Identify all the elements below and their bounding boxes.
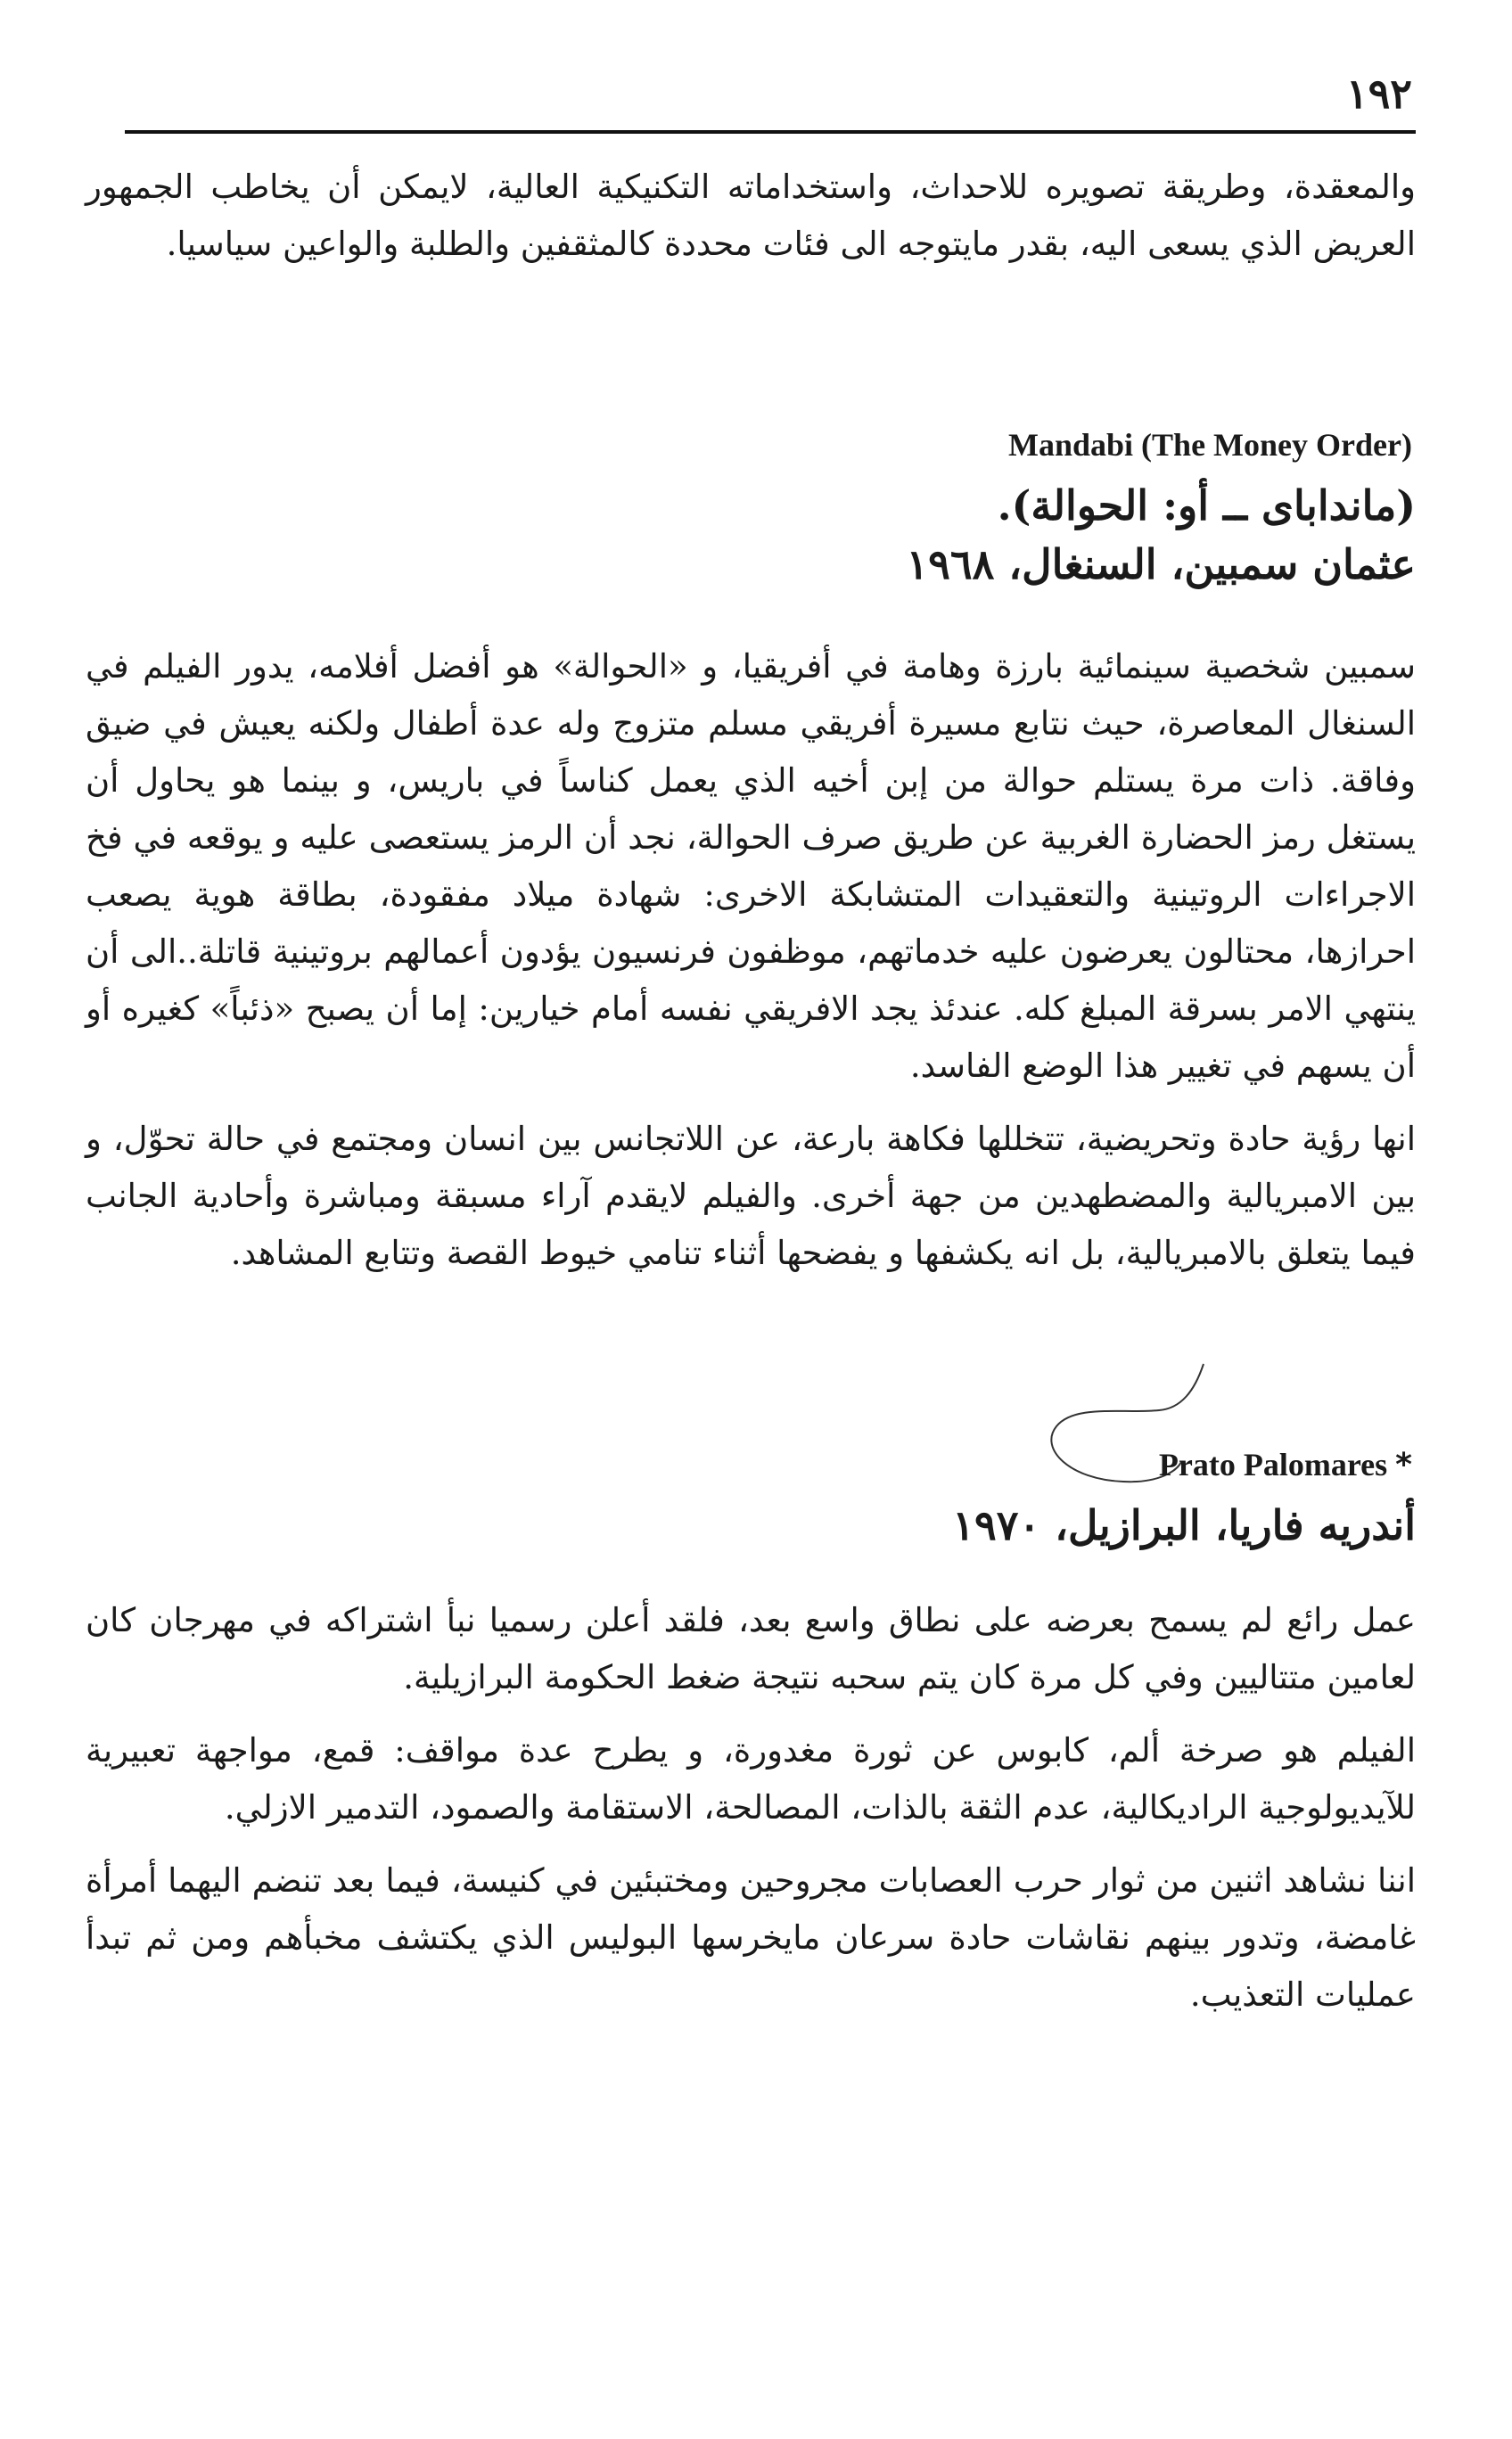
film2-paragraph-3: اننا نشاهد اثنين من ثوار حرب العصابات مجروحين ومختبئين في كنيسة، فيما بعد تنضم اليهما أمرأة غامضة، وتدور بينهم نقاشات حادة سرعان مايخرسها البوليس الذي يكتشف مخبأهم ومن ثم تبدأ عمليات التعذيب. <box>86 1861 1416 2014</box>
header-rule <box>125 130 1416 134</box>
asterisk-marker-icon: * <box>1395 1447 1412 1483</box>
intro-block <box>86 159 1416 273</box>
film2-paragraph-1: عمل رائع لم يسمح بعرضه على نطاق واسع بعد، فلقد أعلن رسميا نبأ اشتراكه في مهرجان كان لعامين متتاليين وفي كل مرة كان يتم سحبه نتيجة ضغط الحكومة البرازيلية. <box>86 1601 1416 1696</box>
film2-latin-title: Prato Palomares <box>1158 1447 1388 1482</box>
film2-header <box>1159 1446 1412 1483</box>
film1-arabic-title: (ماندابای ــ أو: الحوالة). <box>997 481 1416 530</box>
film1-director-line: عثمان سمبين، السنغال، ١٩٦٨ <box>906 540 1416 588</box>
film1-paragraph-2: انها رؤية حادة وتحريضية، تتخللها فكاهة بارعة، عن اللاتجانس بين انسان ومجتمع في حالة تحوّل، و بين الامبريالية والمضطهدين من جهة أخرى. والفيلم لايقدم آراء مسبقة ومباشرة وأحادية الجانب فيما يتعلق بالامبريالية، بل انه يكشفها و يفضحها أثناء تنامي خيوط القصة وتتابع المشاهد. <box>86 1120 1416 1272</box>
film2-director-line: أندريه فاريا، البرازيل، ١٩٧٠ <box>952 1501 1416 1549</box>
film1-body <box>86 638 1416 1282</box>
intro-paragraph: والمعقدة، وطريقة تصويره للاحداث، واستخداماته التكنيكية العالية، لايمكن أن يخاطب الجمهور العريض الذي يسعى اليه، بقدر مايتوجه الى فئات محددة كالمثقفين والطلبة والواعين سياسيا. <box>86 168 1416 263</box>
film2-paragraph-2: الفيلم هو صرخة ألم، كابوس عن ثورة مغدورة، و يطرح عدة مواقف: قمع، مواجهة تعبيرية للآيديولوجية الراديكالية، عدم الثقة بالذات، المصالحة، الاستقامة والصمود، التدمير الازلي. <box>86 1731 1416 1827</box>
page-number: ١٩٢ <box>1345 70 1412 118</box>
film1-paragraph-1: سمبين شخصية سينمائية بارزة وهامة في أفريقيا، و «الحوالة» هو أفضل أفلامه، يدور الفيلم في السنغال المعاصرة، حيث نتابع مسيرة أفريقي مسلم متزوج وله عدة أطفال ولكنه يعيش في ضيق وفاقة. ذات مرة يستلم حوالة من إبن أخيه الذي يعمل كناساً في باريس، و بينما هو يحاول أن يستغل رمز الحضارة الغربية عن طريق صرف الحوالة، نجد أن الرمز يستعصى عليه و يوقعه في فخ الاجراءات الروتينية والتعقيدات المتشابكة الاخرى: شهادة ميلاد مفقودة، بطاقة هوية يصعب احرازها، محتالون يعرضون عليه خدماتهم، موظفون فرنسيون يؤدون أعمالهم بروتينية قاتلة..الى أن ينتهي الامر بسرقة المبلغ كله. عندئذ يجد الافريقي نفسه أمام خيارين: إما أن يصبح «ذئباً» كغيره أو أن يسهم في تغيير هذا الوضع الفاسد. <box>86 647 1416 1085</box>
film1-latin-title: Mandabi (The Money Order) <box>1008 427 1412 463</box>
film2-body <box>86 1592 1416 2024</box>
